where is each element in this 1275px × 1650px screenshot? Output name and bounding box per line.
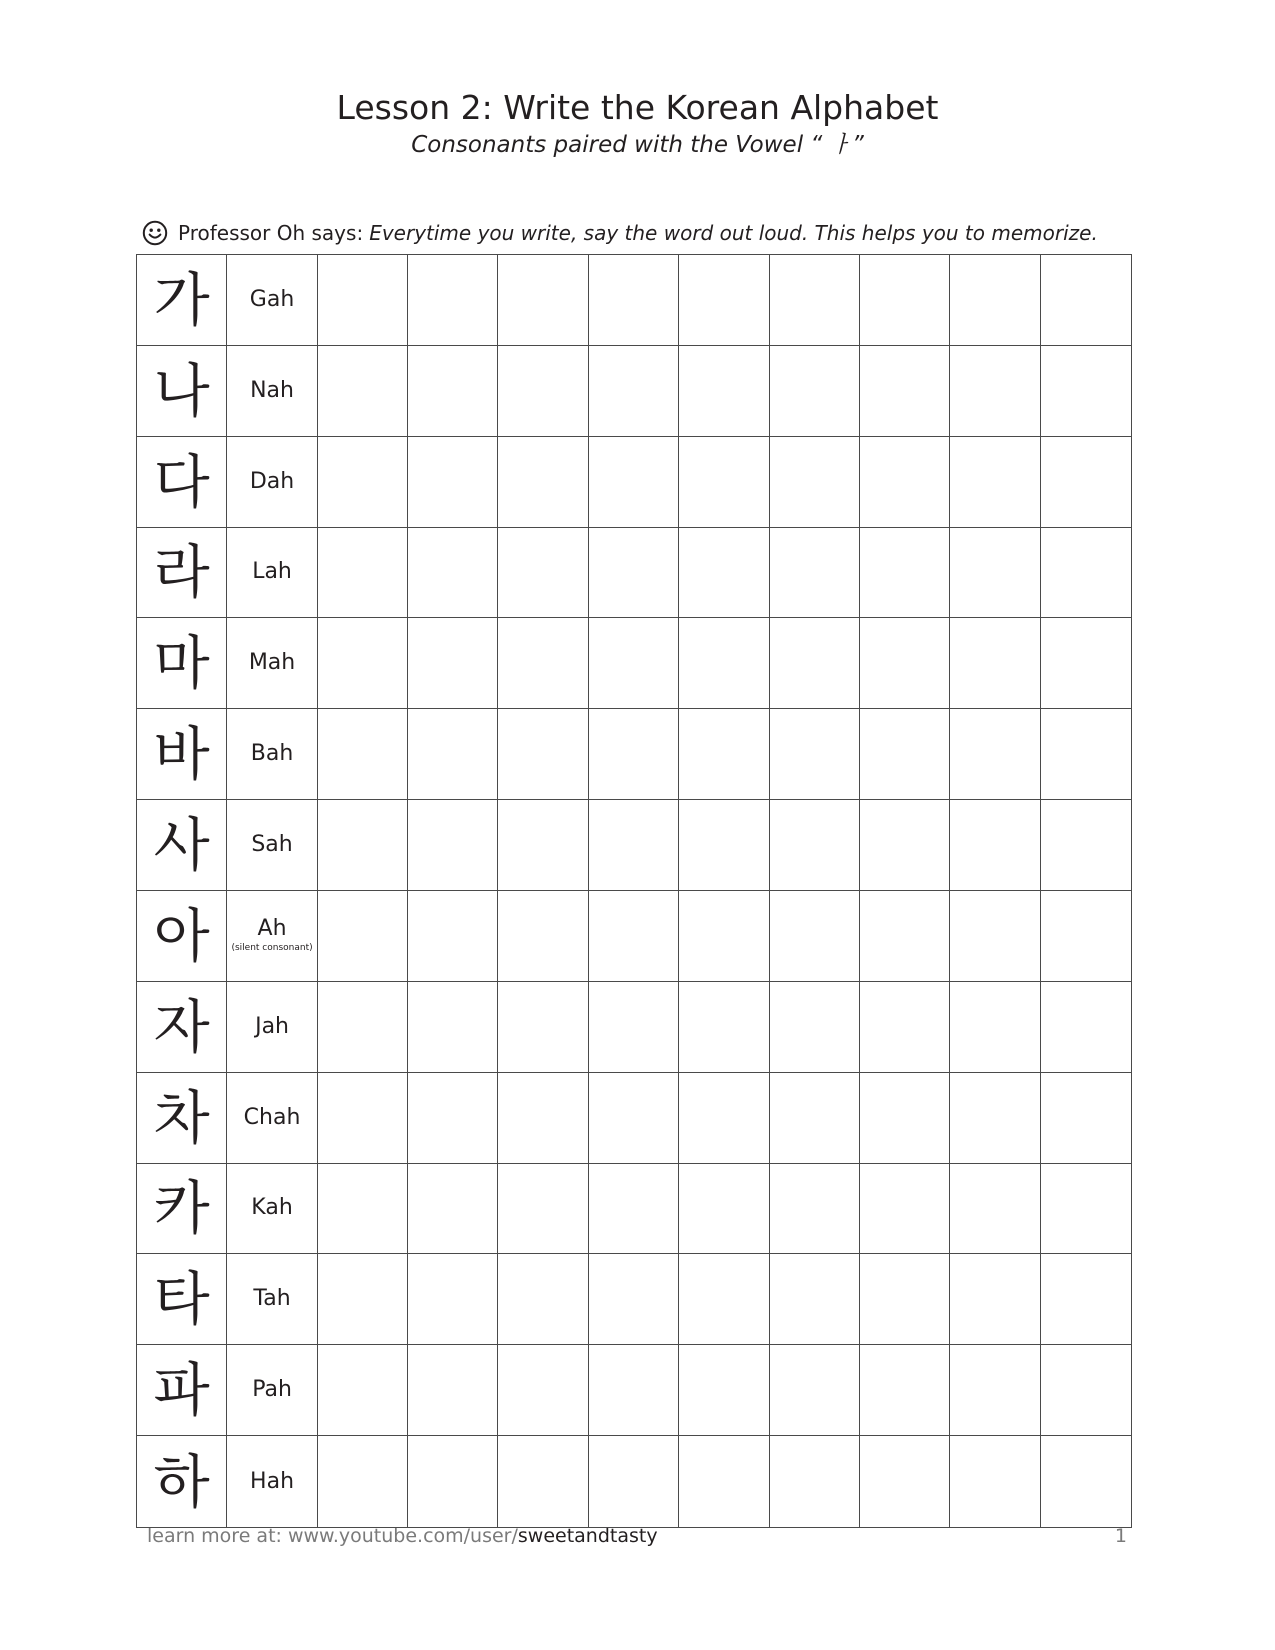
- practice-cell[interactable]: [318, 800, 408, 891]
- practice-cell[interactable]: [860, 1073, 950, 1164]
- romanization-cell: [227, 1073, 317, 1164]
- practice-cell[interactable]: [770, 800, 860, 891]
- hangul-cell: [137, 437, 227, 528]
- hangul-cell: [137, 346, 227, 437]
- practice-cell[interactable]: [950, 1164, 1040, 1255]
- practice-cell[interactable]: [318, 1254, 408, 1345]
- hangul-syllable: 나: [153, 356, 210, 425]
- practice-cell[interactable]: [589, 346, 679, 437]
- practice-cell[interactable]: [498, 437, 588, 528]
- romanization-cell: [227, 528, 317, 619]
- hangul-cell: [137, 618, 227, 709]
- practice-cell[interactable]: [950, 891, 1040, 982]
- practice-cell[interactable]: [1041, 1436, 1131, 1527]
- practice-cell[interactable]: [318, 618, 408, 709]
- practice-cell[interactable]: [1041, 618, 1131, 709]
- practice-cell[interactable]: [318, 528, 408, 619]
- practice-cell[interactable]: [408, 528, 498, 619]
- practice-cell[interactable]: [1041, 1254, 1131, 1345]
- practice-cell[interactable]: [950, 437, 1040, 528]
- practice-cell[interactable]: [950, 1073, 1040, 1164]
- practice-cell[interactable]: [498, 891, 588, 982]
- practice-cell[interactable]: [770, 1164, 860, 1255]
- hangul-syllable: 가: [153, 265, 210, 334]
- practice-cell[interactable]: [318, 891, 408, 982]
- practice-cell[interactable]: [589, 1436, 679, 1527]
- romanization-label: Mah: [248, 650, 296, 676]
- practice-cell[interactable]: [1041, 1073, 1131, 1164]
- practice-cell[interactable]: [318, 1436, 408, 1527]
- romanization-cell: [227, 982, 317, 1073]
- hangul-syllable: 다: [153, 447, 210, 516]
- practice-cell[interactable]: [770, 618, 860, 709]
- practice-cell[interactable]: [1041, 800, 1131, 891]
- practice-cell[interactable]: [589, 618, 679, 709]
- romanization-cell: [227, 1345, 317, 1436]
- romanization-label: Tah: [253, 1286, 291, 1312]
- practice-cell[interactable]: [860, 891, 950, 982]
- hangul-cell: [137, 528, 227, 619]
- practice-cell[interactable]: [679, 709, 769, 800]
- practice-cell[interactable]: [498, 1254, 588, 1345]
- footer-link-prefix: learn more at: www.youtube.com/user/: [147, 1525, 518, 1547]
- practice-cell[interactable]: [589, 255, 679, 346]
- practice-cell[interactable]: [318, 709, 408, 800]
- practice-cell[interactable]: [950, 982, 1040, 1073]
- practice-cell[interactable]: [770, 891, 860, 982]
- practice-cell[interactable]: [318, 982, 408, 1073]
- romanization-cell: [227, 1164, 317, 1255]
- practice-cell[interactable]: [318, 1073, 408, 1164]
- practice-cell[interactable]: [498, 1073, 588, 1164]
- practice-cell[interactable]: [408, 618, 498, 709]
- practice-cell[interactable]: [1041, 346, 1131, 437]
- practice-cell[interactable]: [318, 437, 408, 528]
- practice-cell[interactable]: [589, 1345, 679, 1436]
- practice-cell[interactable]: [408, 346, 498, 437]
- practice-cell[interactable]: [679, 1164, 769, 1255]
- romanization-cell: [227, 800, 317, 891]
- practice-cell[interactable]: [498, 528, 588, 619]
- romanization-cell: [227, 891, 317, 982]
- hangul-cell: [137, 1345, 227, 1436]
- romanization-cell: [227, 1254, 317, 1345]
- practice-cell[interactable]: [408, 1254, 498, 1345]
- practice-cell[interactable]: [679, 618, 769, 709]
- practice-cell[interactable]: [860, 800, 950, 891]
- tip-quote: Everytime you write, say the word out loud. This helps you to memorize.: [369, 221, 1098, 245]
- practice-cell[interactable]: [860, 1436, 950, 1527]
- hangul-syllable: 타: [153, 1265, 210, 1334]
- practice-cell[interactable]: [860, 982, 950, 1073]
- practice-cell[interactable]: [950, 528, 1040, 619]
- smiley-face-icon: [142, 220, 168, 246]
- romanization-label: Lah: [252, 559, 292, 585]
- practice-cell[interactable]: [860, 709, 950, 800]
- practice-cell[interactable]: [860, 346, 950, 437]
- romanization-label: Hah: [250, 1468, 295, 1494]
- practice-grid: [136, 254, 1132, 1528]
- practice-cell[interactable]: [1041, 255, 1131, 346]
- practice-cell[interactable]: [318, 1345, 408, 1436]
- practice-cell[interactable]: [950, 1254, 1040, 1345]
- hangul-cell: [137, 982, 227, 1073]
- practice-cell[interactable]: [679, 1436, 769, 1527]
- practice-cell[interactable]: [679, 1254, 769, 1345]
- practice-cell[interactable]: [318, 346, 408, 437]
- practice-cell[interactable]: [770, 528, 860, 619]
- practice-cell[interactable]: [679, 255, 769, 346]
- practice-cell[interactable]: [770, 709, 860, 800]
- practice-cell[interactable]: [1041, 982, 1131, 1073]
- romanization-label: Ah: [257, 916, 287, 942]
- practice-cell[interactable]: [770, 1345, 860, 1436]
- hangul-cell: [137, 1436, 227, 1527]
- practice-cell[interactable]: [408, 709, 498, 800]
- romanization-cell: [227, 709, 317, 800]
- romanization-label: Nah: [250, 377, 294, 403]
- hangul-syllable: 파: [153, 1356, 210, 1425]
- practice-cell[interactable]: [860, 1345, 950, 1436]
- practice-cell[interactable]: [679, 528, 769, 619]
- footer-link-user: sweetandtasty: [517, 1525, 658, 1547]
- practice-cell[interactable]: [498, 982, 588, 1073]
- practice-cell[interactable]: [498, 1164, 588, 1255]
- romanization-label: Kah: [251, 1195, 293, 1221]
- practice-cell[interactable]: [679, 891, 769, 982]
- hangul-syllable: 라: [153, 538, 210, 607]
- practice-cell[interactable]: [498, 800, 588, 891]
- practice-cell[interactable]: [408, 982, 498, 1073]
- practice-cell[interactable]: [589, 437, 679, 528]
- practice-cell[interactable]: [860, 437, 950, 528]
- practice-cell[interactable]: [860, 618, 950, 709]
- practice-cell[interactable]: [1041, 1345, 1131, 1436]
- practice-cell[interactable]: [679, 1073, 769, 1164]
- practice-cell[interactable]: [589, 1164, 679, 1255]
- hangul-syllable: 아: [153, 901, 210, 970]
- romanization-cell: [227, 255, 317, 346]
- practice-cell[interactable]: [770, 437, 860, 528]
- romanization-cell: [227, 437, 317, 528]
- hangul-cell: [137, 1164, 227, 1255]
- hangul-syllable: 바: [153, 720, 210, 789]
- practice-cell[interactable]: [498, 346, 588, 437]
- hangul-syllable: 하: [153, 1447, 210, 1516]
- practice-cell[interactable]: [770, 1436, 860, 1527]
- practice-cell[interactable]: [589, 709, 679, 800]
- romanization-label: Chah: [243, 1104, 301, 1130]
- practice-cell[interactable]: [589, 800, 679, 891]
- practice-cell[interactable]: [498, 709, 588, 800]
- practice-cell[interactable]: [589, 891, 679, 982]
- hangul-cell: [137, 891, 227, 982]
- practice-cell[interactable]: [318, 255, 408, 346]
- hangul-syllable: 카: [153, 1174, 210, 1243]
- professor-tip: [142, 218, 1098, 248]
- practice-cell[interactable]: [770, 1254, 860, 1345]
- practice-cell[interactable]: [679, 982, 769, 1073]
- practice-cell[interactable]: [860, 1164, 950, 1255]
- practice-cell[interactable]: [498, 255, 588, 346]
- footer-link[interactable]: [147, 1525, 658, 1547]
- practice-cell[interactable]: [408, 891, 498, 982]
- page-title: Lesson 2: Write the Korean Alphabet: [336, 88, 939, 127]
- practice-cell[interactable]: [679, 437, 769, 528]
- practice-cell[interactable]: [679, 800, 769, 891]
- romanization-label: Sah: [251, 832, 293, 858]
- practice-cell[interactable]: [498, 618, 588, 709]
- practice-cell[interactable]: [679, 1345, 769, 1436]
- hangul-syllable: 자: [153, 992, 210, 1061]
- practice-cell[interactable]: [1041, 437, 1131, 528]
- practice-cell[interactable]: [1041, 891, 1131, 982]
- practice-cell[interactable]: [408, 1164, 498, 1255]
- practice-cell[interactable]: [408, 800, 498, 891]
- practice-cell[interactable]: [408, 437, 498, 528]
- practice-cell[interactable]: [1041, 709, 1131, 800]
- hangul-cell: [137, 1254, 227, 1345]
- practice-cell[interactable]: [589, 982, 679, 1073]
- practice-cell[interactable]: [589, 1254, 679, 1345]
- hangul-syllable: 차: [153, 1083, 210, 1152]
- romanization-cell: [227, 346, 317, 437]
- practice-cell[interactable]: [860, 255, 950, 346]
- practice-cell[interactable]: [408, 255, 498, 346]
- practice-cell[interactable]: [950, 800, 1040, 891]
- tip-speaker: Professor Oh says:: [178, 221, 364, 245]
- practice-cell[interactable]: [318, 1164, 408, 1255]
- practice-cell[interactable]: [950, 346, 1040, 437]
- hangul-syllable: 마: [153, 629, 210, 698]
- hangul-cell: [137, 800, 227, 891]
- page-subtitle: Consonants paired with the Vowel “ ㅏ”: [411, 132, 864, 158]
- practice-cell[interactable]: [950, 1436, 1040, 1527]
- practice-cell[interactable]: [679, 346, 769, 437]
- practice-cell[interactable]: [860, 1254, 950, 1345]
- practice-cell[interactable]: [950, 618, 1040, 709]
- practice-cell[interactable]: [589, 1073, 679, 1164]
- romanization-label: Pah: [252, 1377, 292, 1403]
- practice-cell[interactable]: [950, 255, 1040, 346]
- practice-cell[interactable]: [498, 1345, 588, 1436]
- hangul-cell: [137, 1073, 227, 1164]
- romanization-label: Jah: [255, 1013, 289, 1039]
- romanization-label: Bah: [250, 741, 294, 767]
- practice-cell[interactable]: [770, 255, 860, 346]
- practice-cell[interactable]: [860, 528, 950, 619]
- romanization-label: Dah: [249, 468, 295, 494]
- practice-cell[interactable]: [950, 1345, 1040, 1436]
- practice-cell[interactable]: [950, 709, 1040, 800]
- practice-cell[interactable]: [770, 346, 860, 437]
- hangul-cell: [137, 709, 227, 800]
- romanization-label: Gah: [249, 286, 295, 312]
- practice-cell[interactable]: [408, 1073, 498, 1164]
- romanization-cell: [227, 1436, 317, 1527]
- practice-cell[interactable]: [1041, 528, 1131, 619]
- romanization-cell: [227, 618, 317, 709]
- hangul-syllable: 사: [153, 811, 210, 880]
- practice-cell[interactable]: [770, 982, 860, 1073]
- romanization-note: (silent consonant): [231, 943, 313, 954]
- practice-cell[interactable]: [408, 1436, 498, 1527]
- practice-cell[interactable]: [1041, 1164, 1131, 1255]
- practice-cell[interactable]: [589, 528, 679, 619]
- practice-cell[interactable]: [770, 1073, 860, 1164]
- practice-cell[interactable]: [498, 1436, 588, 1527]
- hangul-cell: [137, 255, 227, 346]
- practice-cell[interactable]: [408, 1345, 498, 1436]
- page-number: 1: [1114, 1525, 1127, 1547]
